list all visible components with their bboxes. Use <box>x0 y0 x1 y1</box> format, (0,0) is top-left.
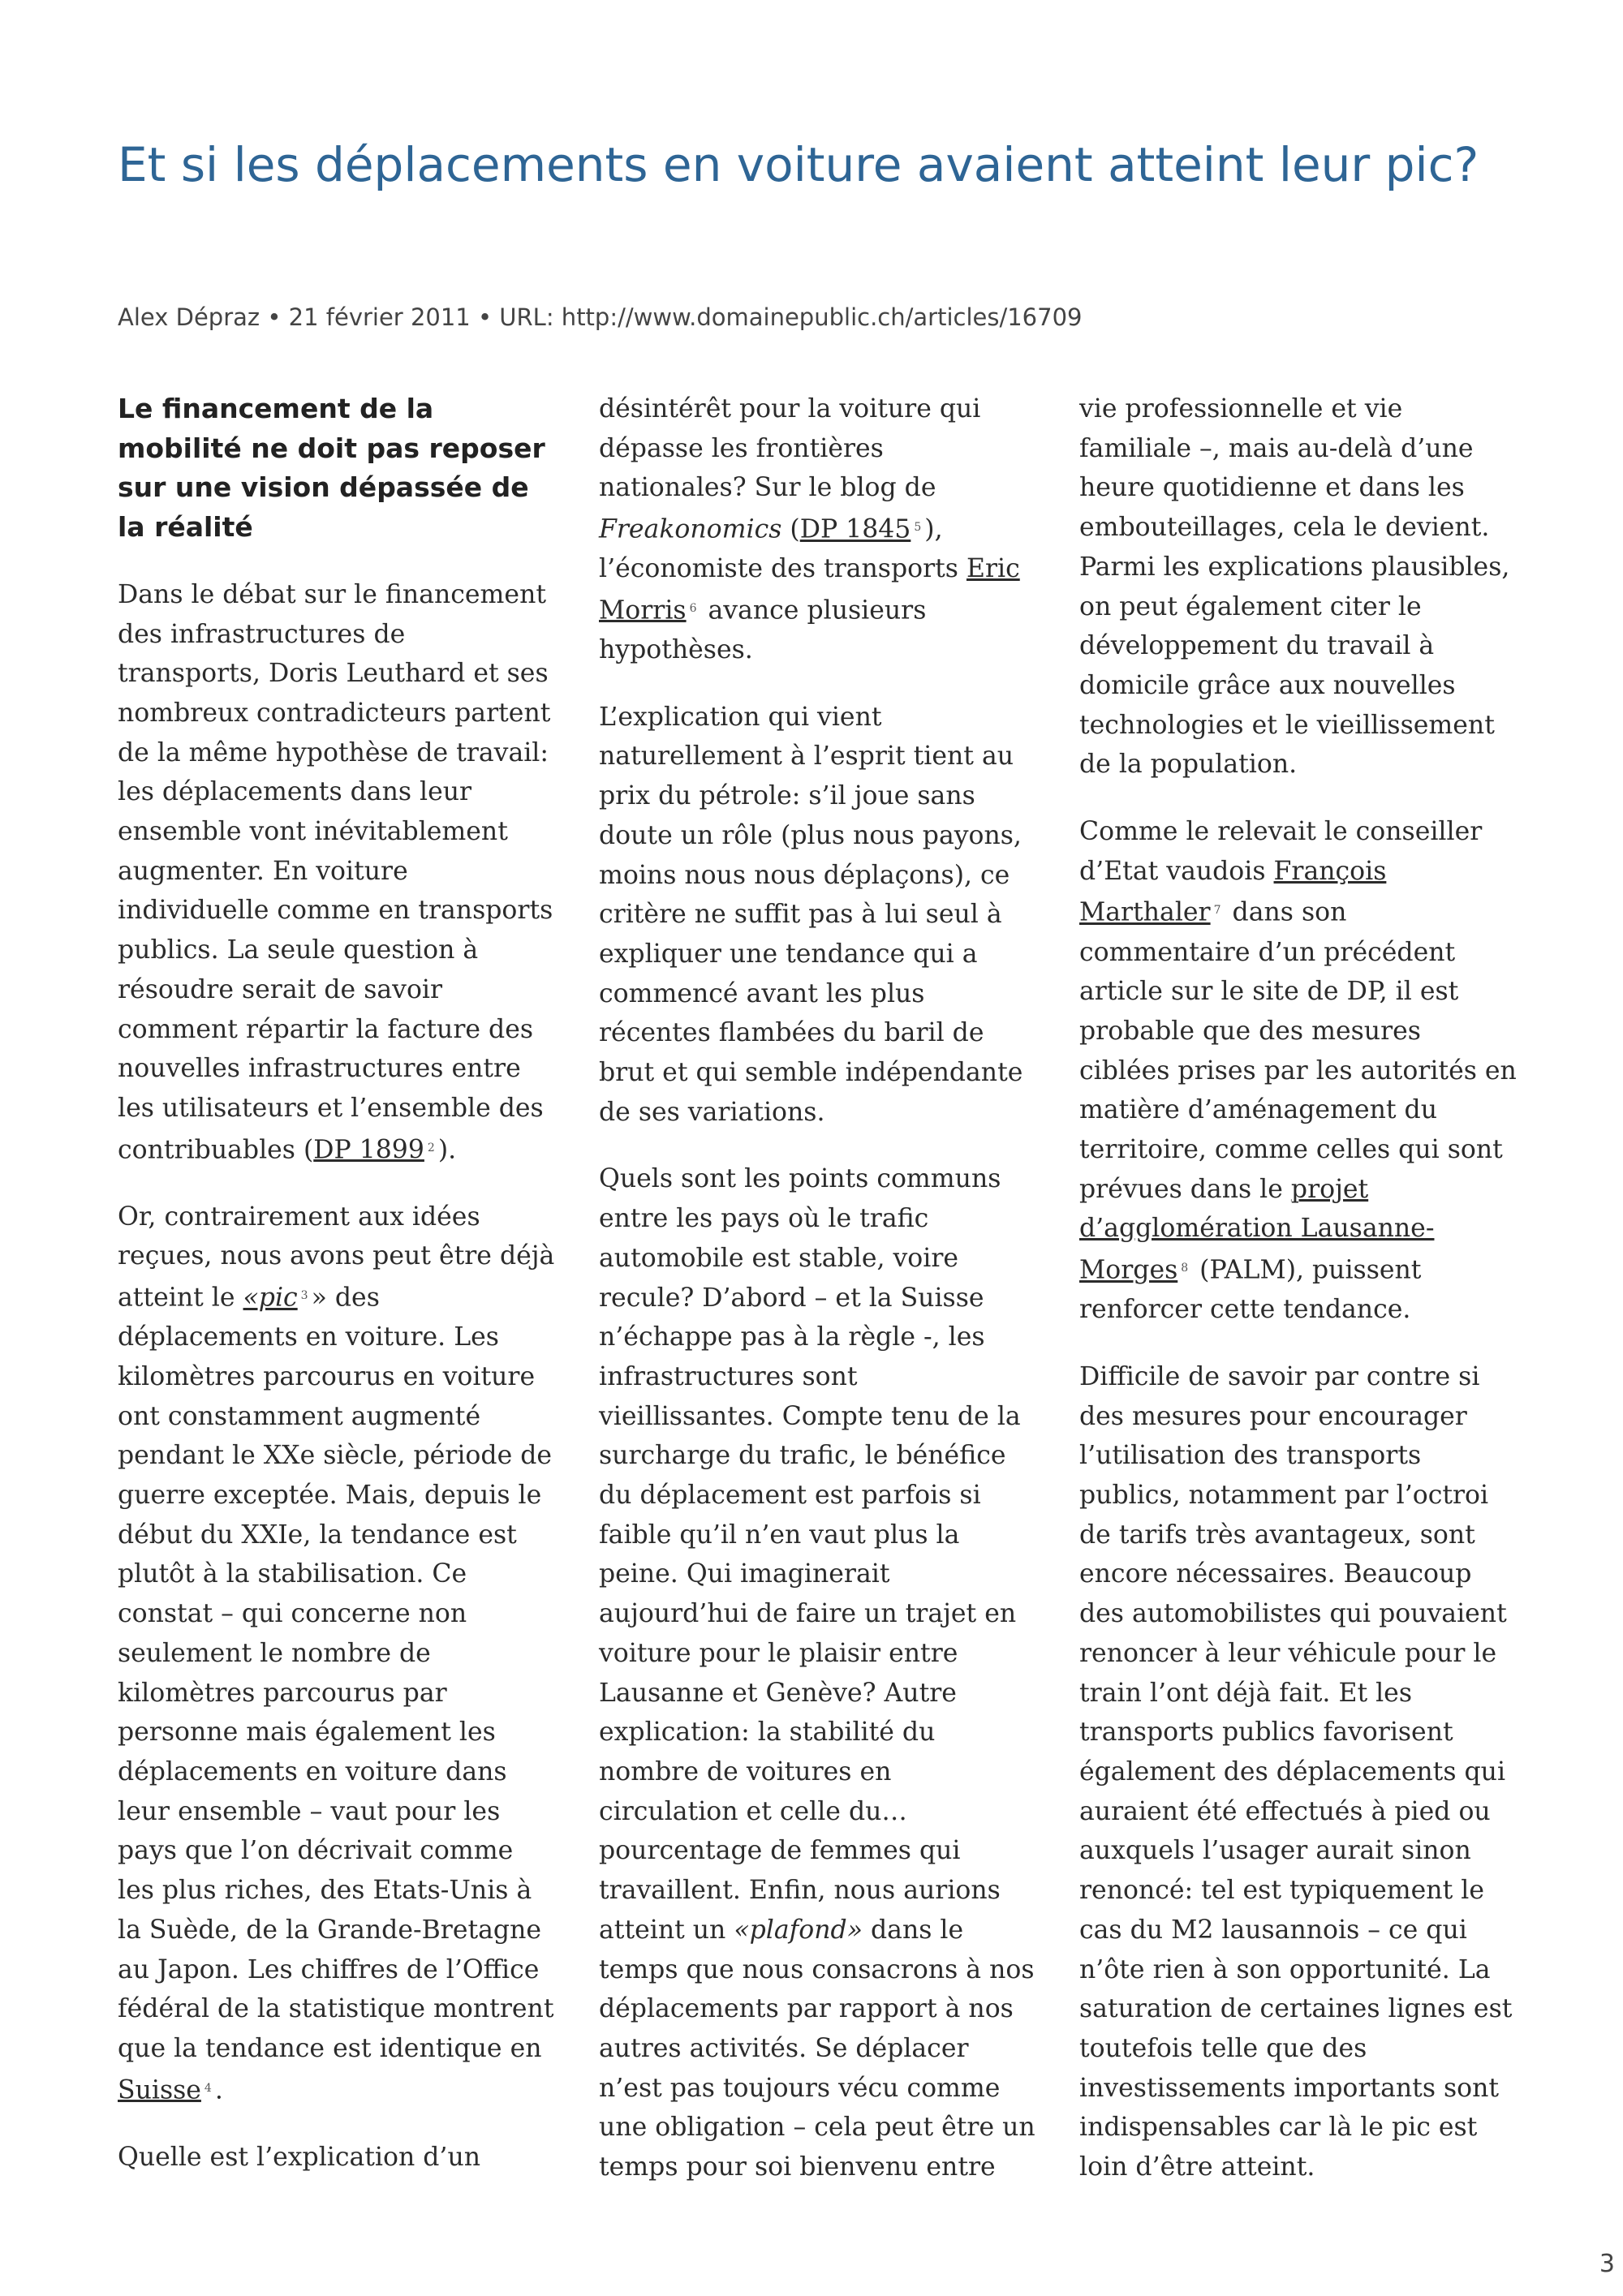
paragraph-text: dans le temps que nous consacrons à nos déplacements par rapport à nos autres activités. Se déplacer n’est pas toujours vécu comme une obligation – cela peut être un temps pour soi bienvenu entre <box>599 1915 1035 2182</box>
footnote-ref: 7 <box>1213 904 1221 918</box>
paragraph-text: Quels sont les points communs entre les pays où le trafic automobile est stable, voire recule? D’abord – et la Suisse n’échappe pas à la règle -, les infrastructures sont vieillissantes. Compte tenu de la surcharge du trafic, le bénéfice du déplacement est parfois si faible qu’il n’en vaut plus la peine. Qui imaginerait aujourd’hui de faire un trajet en voiture pour le plaisir entre Lausanne et Genève? Autre explication: la stabilité du nombre de voitures en circulation et celle du… pourcentage de femmes qui travaillent. Enfin, nous aurions atteint un <box>599 1164 1021 1945</box>
link-suisse[interactable]: Suisse <box>118 2075 201 2105</box>
footnote-ref: 5 <box>914 521 922 535</box>
paragraph-text: ), l’économiste des transports <box>599 514 966 584</box>
paragraph-text: Dans le débat sur le financement des infrastructures de transports, Doris Leuthard et ses nombreux contradicteurs partent de la même hypothèse de travail: les déplacements dans leur ensemble vont inévitablement augmenter. En voiture individuelle comme en transports publics. La seule question à résoudre serait de savoir comment répartir la facture des nouvelles infrastructures entre les utilisateurs et l’ensemble des contribuables ( <box>118 579 553 1165</box>
emphasis-freakonomics: Freakonomics <box>599 514 782 544</box>
paragraph-text: désintérêt pour la voiture qui dépasse les frontières nationales? Sur le blog de <box>599 394 981 503</box>
emphasis-plafond: «plafond» <box>734 1915 863 1945</box>
column-2 <box>599 389 1037 2215</box>
paragraph-text: Comme le relevait le conseiller d’Etat vaudois <box>1079 817 1483 886</box>
footnote-ref: 2 <box>427 1141 435 1154</box>
article-meta: Alex Dépraz • 21 février 2011 • URL: http://www.domainepublic.ch/articles/16709 <box>118 303 1083 331</box>
article-lead: Le financement de la mobilité ne doit pas reposer sur une vision dépassée de la réalité <box>118 393 545 544</box>
link-francois-marthaler[interactable]: François Marthaler <box>1079 856 1387 927</box>
paragraph-text: dans son commentaire d’un précédent article sur le site de DP, il est probable que des mesures ciblées prises par les autorités en matière d’aménagement du territoire, comme celles qui sont prévues dans le <box>1079 897 1517 1204</box>
paragraph-text: (PALM), puissent renforcer cette tendance. <box>1079 1255 1422 1325</box>
footnote-ref: 8 <box>1181 1262 1189 1275</box>
footnote-ref: 4 <box>204 2081 212 2095</box>
paragraph-text: . <box>214 2075 223 2105</box>
column-3 <box>1079 389 1518 2215</box>
paragraph-text: des déplacements en voiture. Les kilomètres parcourus en voiture ont constamment augmenté pendant le XXe siècle, période de guerre exceptée. Mais, depuis le début du XXIe, la tendance est plutôt à la stabilisation. Ce constat – qui concerne non seulement le nombre de kilomètres parcourus par personne mais également les déplacements en voiture dans leur ensemble – vaut pour les pays que l’on décrivait comme les plus riches, des Etats-Unis à la Suède, de la Grande-Bretagne au Japon. Les chiffres de l’Office fédéral de la statistique montrent que la tendance est identique en <box>118 1283 554 2063</box>
paragraph-text: ). <box>437 1135 457 1165</box>
link-pic-text: «pic <box>243 1283 298 1313</box>
link-eric-morris[interactable]: Eric Morris <box>599 554 1020 626</box>
paragraph-text: avance plusieurs hypothèses. <box>599 595 927 664</box>
paragraph: Quelle est l’explication d’un <box>118 2142 481 2172</box>
paragraph: vie professionnelle et vie familiale –, mais au-delà d’une heure quotidienne et dans les embouteillages, cela le devient. Parmi les explications plausibles, on peut également citer le développement du travail à domicile grâce aux nouvelles technologies et le vieillissement de la population. <box>1079 394 1510 780</box>
paragraph-text: » <box>311 1283 327 1313</box>
link-dp-1899[interactable]: DP 1899 <box>313 1135 424 1165</box>
link-dp-1845[interactable]: DP 1845 <box>799 514 911 544</box>
paragraph <box>599 389 1037 670</box>
paragraph <box>118 1197 556 2110</box>
article-title: Et si les déplacements en voiture avaient atteint leur pic? <box>118 137 1479 192</box>
paragraph <box>1079 812 1518 1330</box>
paragraph-text: ( <box>781 514 800 544</box>
column-1 <box>118 389 556 2204</box>
paragraph: Difficile de savoir par contre si des mesures pour encourager l’utilisation des transports publics, notamment par l’octroi de tarifs très avantageux, sont encore nécessaires. Beaucoup des automobilistes qui pouvaient renoncer à leur véhicule pour le train l’ont déjà fait. Et les transports publics favorisent également des déplacements qui auraient été effectués à pied ou auxquels l’usager aurait sinon renoncé: tel est typiquement le cas du M2 lausannois – ce qui n’ôte rien à son opportunité. La saturation de certaines lignes est toutefois telle que des investissements importants sont indispensables car là le pic est loin d’être atteint. <box>1079 1361 1513 2182</box>
footnote-ref: 6 <box>689 601 697 615</box>
link-pic[interactable] <box>243 1283 298 1313</box>
paragraph <box>599 1159 1037 2186</box>
paragraph-text: Or, contrairement aux idées reçues, nous avons peut être déjà atteint le <box>118 1202 555 1313</box>
page-number: 3 <box>1599 2250 1615 2278</box>
paragraph: L’explication qui vient naturellement à l’esprit tient au prix du pétrole: s’il joue sans doute un rôle (plus nous payons, moins nous nous déplaçons), ce critère ne suffit pas à lui seul à expliquer une tendance qui a commencé avant les plus récentes flambées du baril de brut et qui semble indépendante de ses variations. <box>599 702 1023 1127</box>
paragraph <box>118 575 556 1170</box>
footnote-ref: 3 <box>300 1289 308 1303</box>
link-projet-agglomeration[interactable]: projet d’agglomération Lausanne-Morges <box>1079 1174 1435 1285</box>
